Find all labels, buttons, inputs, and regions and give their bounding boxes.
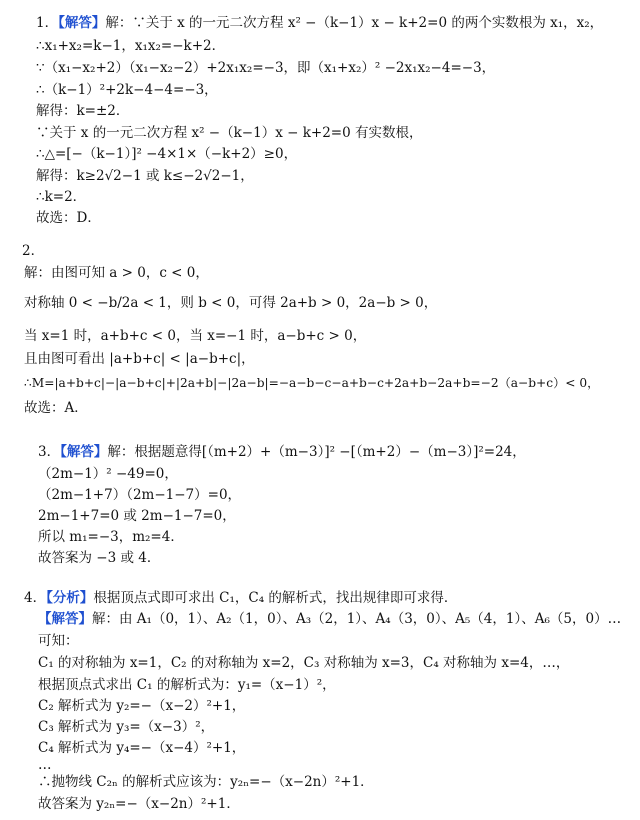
problem-3-line-2: （2m−1）² −49=0， bbox=[38, 466, 178, 482]
problem-4-analysis-tag: 【分析】 bbox=[46, 590, 94, 606]
problem-1-answer-tag: 【解答】 bbox=[58, 15, 106, 31]
problem-4-line-10: 故答案为 y₂ₙ=−（x−2n）²+1． bbox=[38, 796, 240, 812]
problem-3-number: 3． bbox=[38, 444, 61, 460]
problem-4-number: 4． bbox=[24, 590, 47, 606]
problem-1-line-5: 解得：k=±2． bbox=[36, 103, 130, 119]
problem-4-line-4: 根据顶点式求出 C₁ 的解析式为：y₁=（x−1）²， bbox=[38, 677, 336, 693]
problem-4-line-3: C₁ 的对称轴为 x=1，C₂ 的对称轴为 x=2，C₃ 对称轴为 x=3，C₄ 对称轴为 x=4，…， bbox=[38, 655, 570, 671]
problem-4-line-7: C₄ 解析式为 y₄=−（x−4）²+1， bbox=[38, 740, 246, 756]
problem-4-line-2: 可知： bbox=[38, 633, 79, 649]
problem-4-line-1 bbox=[38, 610, 621, 628]
problem-2-line-5: ∴M=|a+b+c|−|a−b+c|+|2a+b|−|2a−b|=−a−b−c−a+b−c+2a+b−2a+b=−2（a−b+c）< 0， bbox=[24, 376, 600, 390]
problem-2-number: 2． bbox=[22, 243, 45, 259]
problem-1-line-1 bbox=[36, 14, 603, 32]
problem-3-line-4: 2m−1+7=0 或 2m−1−7=0， bbox=[38, 508, 236, 524]
problem-3-line-3: （2m−1+7）（2m−1−7）=0， bbox=[38, 487, 242, 503]
problem-1-line-9: ∴k=2． bbox=[36, 189, 87, 205]
problem-1-text-1: 解：∵关于 x 的一元二次方程 x² −（k−1）x − k+2=0 的两个实数根为 x₁，x₂， bbox=[105, 15, 604, 31]
problem-1-line-6: ∵关于 x 的一元二次方程 x² −（k−1）x − k+2=0 有实数根， bbox=[36, 125, 423, 141]
problem-1-line-7: ∴△=[−（k−1）]² −4×1×（−k+2）≥0， bbox=[36, 146, 298, 162]
problem-3-line-1 bbox=[38, 443, 526, 461]
problem-3-text-1: 解：根据题意得[（m+2）+（m−3）]² −[（m+2）−（m−3）]²=24， bbox=[107, 444, 526, 460]
problem-1-line-3: ∵（x₁−x₂+2）（x₁−x₂−2）+2x₁x₂=−3，即（x₁+x₂）² −2x₁x₂−4=−3， bbox=[36, 60, 496, 76]
problem-4-answer-tag: 【解答】 bbox=[38, 611, 92, 627]
problem-2-line-4: 且由图可看出 |a+b+c| < |a−b+c|， bbox=[24, 351, 255, 367]
problem-2-line-2: 对称轴 0 < −b/2a < 1，则 b < 0，可得 2a+b > 0，2a−b > 0， bbox=[24, 295, 438, 311]
problem-3-answer-tag: 【解答】 bbox=[60, 444, 108, 460]
problem-2-line-1: 解：由图可知 a > 0，c < 0， bbox=[24, 265, 209, 281]
problem-1-line-4: ∴（k−1）²+2k−4−4=−3， bbox=[36, 82, 218, 98]
problem-4-line-6: C₃ 解析式为 y₃=（x−3）²， bbox=[38, 719, 215, 735]
problem-4-line-8: … bbox=[38, 757, 52, 773]
problem-1-line-10: 故选：D． bbox=[36, 210, 101, 226]
problem-2-line-6: 故选：A． bbox=[24, 400, 88, 416]
problem-4-text-1: 解：由 A₁（0，1）、A₂（1，0）、A₃（2，1）、A₄（3，0）、A₅（4，1）、A₆（5，0）… bbox=[92, 611, 622, 627]
problem-4-line-9: ∴抛物线 C₂ₙ 的解析式应该为：y₂ₙ=−（x−2n）²+1． bbox=[38, 774, 374, 790]
problem-1-line-2: ∴x₁+x₂=k−1，x₁x₂=−k+2． bbox=[36, 38, 226, 54]
problem-4-analysis-line bbox=[24, 589, 457, 607]
problem-4-analysis-text: 根据顶点式即可求出 C₁，C₄ 的解析式，找出规律即可求得． bbox=[93, 590, 458, 606]
problem-4-line-5: C₂ 解析式为 y₂=−（x−2）²+1， bbox=[38, 698, 246, 714]
problem-3-line-5: 所以 m₁=−3，m₂=4． bbox=[38, 529, 184, 545]
problem-3-line-6: 故答案为 −3 或 4． bbox=[38, 550, 161, 566]
problem-1-number: 1． bbox=[36, 15, 59, 31]
problem-2-line-3: 当 x=1 时，a+b+c < 0，当 x=−1 时，a−b+c > 0， bbox=[24, 328, 367, 344]
problem-1-line-8: 解得：k≥2√2−1 或 k≤−2√2−1， bbox=[36, 168, 254, 184]
